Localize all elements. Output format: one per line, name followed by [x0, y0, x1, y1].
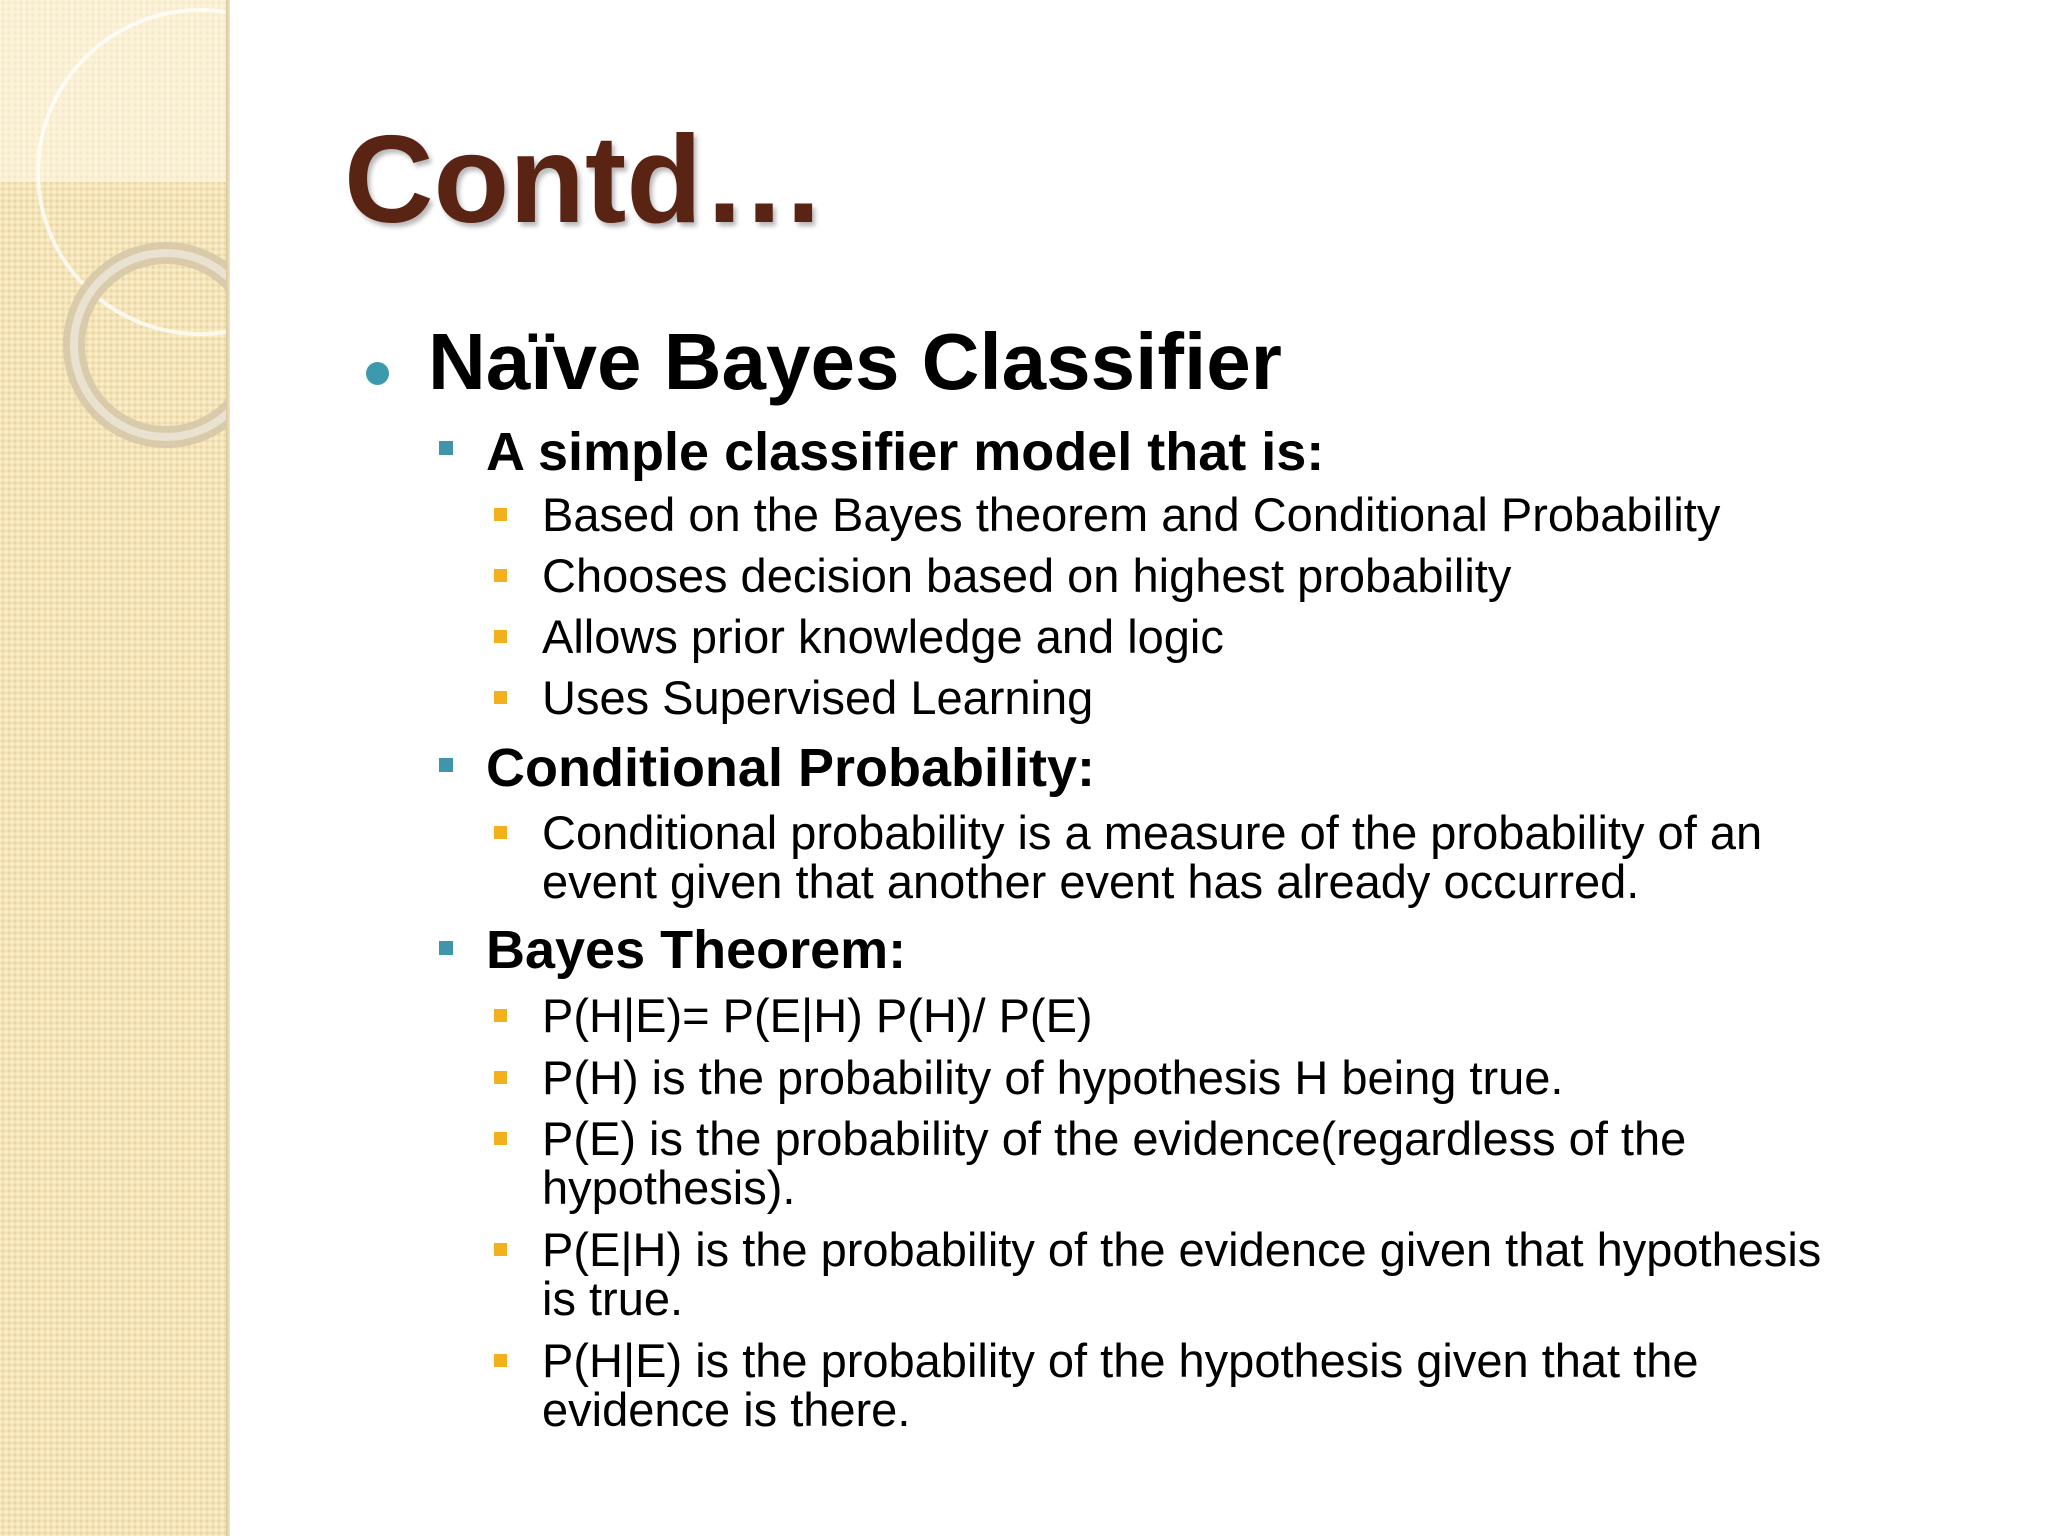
list-item-line2: evidence is there.	[542, 1383, 911, 1436]
main-bullet-text: Naïve Bayes Classifier	[428, 317, 1282, 406]
list-item: Chooses decision based on highest probability	[542, 549, 1512, 602]
section-heading: A simple classifier model that is:	[486, 422, 1325, 482]
list-item-line1: P(H|E) is the probability of the hypothesis given that the	[542, 1334, 1699, 1387]
list-item: Based on the Bayes theorem and Conditional Probability	[542, 488, 1721, 541]
decorative-rings	[0, 0, 226, 1536]
bullet-level3-icon	[494, 826, 507, 839]
bullet-level3-icon	[494, 1132, 507, 1145]
bullet-level2-icon	[439, 441, 453, 455]
list-item: Allows prior knowledge and logic	[542, 610, 1224, 663]
bullet-level3-icon	[494, 630, 507, 643]
bullet-level3-icon	[494, 1354, 507, 1367]
section-heading: Bayes Theorem:	[486, 920, 907, 980]
bullet-level2-icon	[439, 941, 453, 955]
bullet-level3-icon	[494, 1009, 507, 1022]
slide-title: Contd…	[344, 111, 827, 249]
section-heading: Conditional Probability:	[486, 738, 1095, 798]
list-item: P(H) is the probability of hypothesis H being true.	[542, 1051, 1564, 1104]
bullet-level3-icon	[494, 1071, 507, 1084]
bullet-level3-icon	[494, 1243, 507, 1256]
list-item: P(H|E)= P(E|H) P(H)/ P(E)	[542, 989, 1093, 1042]
bullet-level3-icon	[494, 569, 507, 582]
list-item-line1: P(E) is the probability of the evidence(regardless of the	[542, 1112, 1687, 1165]
sidebar-border	[226, 0, 230, 1536]
decorative-sidebar	[0, 0, 226, 1536]
bullet-level1-icon	[366, 362, 389, 385]
bullet-level3-icon	[494, 691, 507, 704]
list-item: Uses Supervised Learning	[542, 671, 1094, 724]
bullet-level3-icon	[494, 508, 507, 521]
list-item-line1: Conditional probability is a measure of the probability of an	[542, 806, 1763, 859]
list-item-line2: event given that another event has already occurred.	[542, 855, 1640, 908]
bullet-level2-icon	[439, 758, 453, 772]
list-item-line2: is true.	[542, 1272, 684, 1325]
list-item-line1: P(E|H) is the probability of the evidence given that hypothesis	[542, 1223, 1822, 1276]
list-item-line2: hypothesis).	[542, 1161, 796, 1214]
